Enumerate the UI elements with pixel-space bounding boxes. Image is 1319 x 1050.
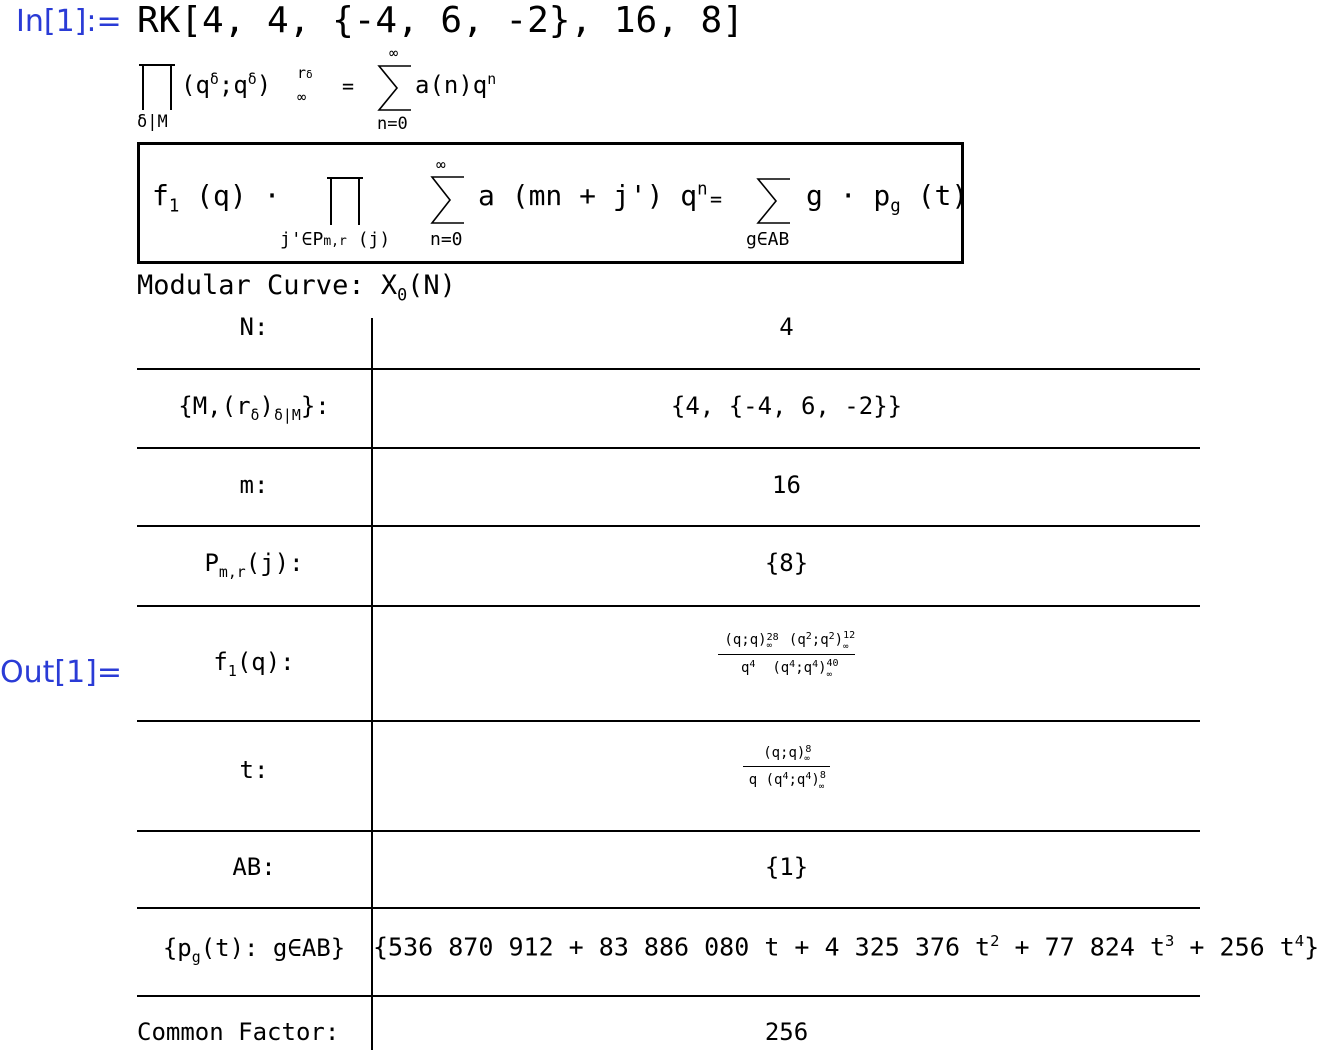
value-ab: {1} [764,853,809,881]
sum-top-2: ∞ [436,155,446,174]
curve-title: Modular Curve: $X_0(N)$ [137,270,456,305]
rhs-term: $g \cdot p_g$ (t) [806,179,969,217]
label-t: t: [239,756,269,784]
value-common-factor: 256 [764,1018,809,1046]
value-pg: {536 870 912 + 83 886 080 t + 4 325 376 $t^2 + 77$ 824 $t^3 + 256$ $t^4$} [373,932,1319,962]
value-m: 16 [772,471,801,499]
f1-fraction: $\frac{(q;q)^{28}_\infty (q^2;q^2)^{12}_\infty}{q^4 (q^4;q^4)^{40}_\infty}$ [718,630,854,680]
boxed-formula [137,142,969,264]
product-formula [137,44,557,138]
sum-bottom-2: n=0 [430,229,463,250]
equals-sign: = [342,74,355,98]
row-divider [137,447,1200,449]
value-mr: {4, {-4, 6, -2}} [670,392,903,420]
row-divider [137,605,1200,607]
input-cell-label: In[1]:= [16,4,122,39]
product-term: $(q^\delta;q^\delta)$ [181,70,272,99]
label-m: m: [239,471,269,499]
product-subscript: δ|M [137,112,168,132]
label-common-factor: Common Factor: [137,1018,340,1046]
row-divider [137,368,1200,370]
sum-symbol-icon [377,64,413,112]
equals-sign-2: = [710,187,723,211]
row-divider [137,720,1200,722]
sum-term: $a(n)q^n$ [415,70,497,99]
label-ab: AB: [232,853,276,881]
t-fraction: $\frac{(q;q)^8_\infty}{q (q^4;q^4)^8_\infty}$ [743,744,831,792]
sum-term-2: a (mn + j') $q^n$ [478,179,708,212]
label-n: N: [239,313,269,341]
label-f1: $f_1(q)$: [213,648,295,680]
sum-bottom: n=0 [377,114,408,134]
sum-symbol-icon-2 [430,175,466,225]
value-n: 4 [779,313,794,341]
input-command[interactable]: RK[4, 4, {-4, 6, -2}, 16, 8] [137,0,744,41]
value-t [373,744,1200,792]
value-f1 [373,630,1200,680]
output-cell-label: Out[1]= [0,655,123,690]
row-divider [137,525,1200,527]
sum-bottom-3: g∈AB [746,229,790,250]
f1-factor: $f_1$ (q) · [152,179,281,217]
value-p: {8} [764,549,809,577]
row-divider [137,907,1200,909]
sum-top: ∞ [389,44,399,62]
label-mr: $\{M,(r_\delta)_{\delta|M}\}$: [178,392,330,424]
infinity-sub: ∞ [297,88,307,106]
sum-symbol-icon-3 [756,177,792,225]
product-subscript-2: j'∈Pm,r (j) [280,229,391,250]
row-divider [137,995,1200,997]
product-symbol-icon-2 [325,175,365,227]
label-p: $P_{m,r}(j)$: [204,549,304,581]
label-pg: {$p_g(t)$: g∈AB} [162,934,346,966]
product-symbol-icon [137,62,177,112]
row-divider [137,830,1200,832]
power-r: rδ [297,64,313,82]
